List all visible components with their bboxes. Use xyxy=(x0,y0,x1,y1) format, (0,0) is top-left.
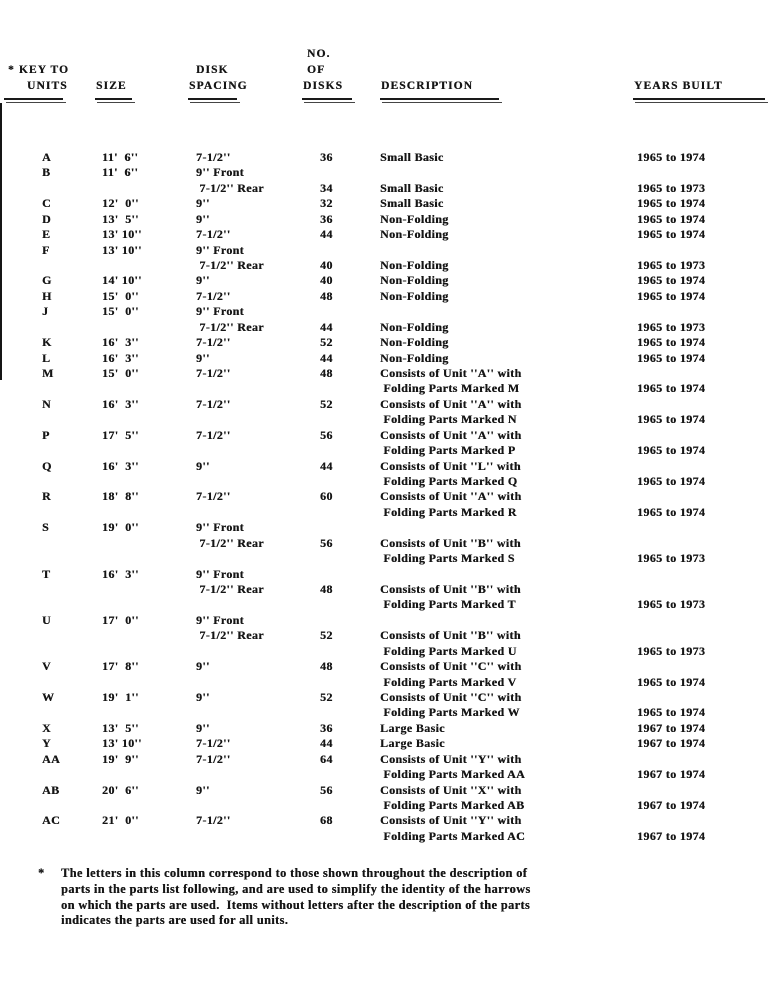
cell-size: 16' 3'' xyxy=(102,335,139,350)
table-row xyxy=(0,165,772,196)
table-row xyxy=(0,613,772,659)
cell-key: C xyxy=(42,196,52,211)
table-row xyxy=(0,304,772,335)
cell-size: 15' 0'' xyxy=(102,304,139,319)
cell-years: 1965 to 1974 xyxy=(637,350,706,365)
cell-key: B xyxy=(42,165,51,180)
cell-spacing: 9'' xyxy=(196,782,210,797)
cell-disks: 48 xyxy=(320,659,333,674)
table-row xyxy=(0,212,772,227)
table-row xyxy=(0,196,772,211)
cell-disks: 48 xyxy=(320,581,333,596)
cell-size: 16' 3'' xyxy=(102,566,139,581)
cell-disks: 36 xyxy=(320,211,333,226)
underline-years-built xyxy=(633,98,765,100)
cell-size: 19' 0'' xyxy=(102,520,139,535)
table-row xyxy=(0,289,772,304)
table-row xyxy=(0,659,772,690)
cell-key: AC xyxy=(42,813,61,828)
cell-years: 1965 to 1974 xyxy=(637,674,706,689)
cell-spacing: 7-1/2'' xyxy=(196,227,231,242)
cell-years: 1965 to 1973 xyxy=(637,551,706,566)
cell-description: Small Basic xyxy=(380,196,444,211)
cell-description: Non-Folding xyxy=(380,335,449,350)
cell-spacing: 9'' Front 7-1/2'' Rear xyxy=(196,242,264,272)
cell-disks: 64 xyxy=(320,751,333,766)
cell-size: 20' 6'' xyxy=(102,782,139,797)
cell-spacing: 9'' xyxy=(196,350,210,365)
cell-spacing: 7-1/2'' xyxy=(196,751,231,766)
cell-size: 18' 8'' xyxy=(102,489,139,504)
cell-description: Consists of Unit ''B'' with Folding Parts Marked T xyxy=(380,581,521,612)
cell-spacing: 9'' Front 7-1/2'' Rear xyxy=(196,612,264,643)
footnote-line: indicates the parts are used for all units. xyxy=(61,913,289,928)
header-disk-spacing-line1: DISK xyxy=(196,64,229,76)
cell-spacing: 9'' xyxy=(196,196,210,211)
cell-years: 1965 to 1974 xyxy=(637,273,706,288)
cell-size: 17' 5'' xyxy=(102,427,139,442)
table-row xyxy=(0,243,772,274)
cell-description: Consists of Unit ''Y'' with Folding Parts Marked AC xyxy=(380,813,526,843)
cell-description: Consists of Unit ''B'' with Folding Parts Marked S xyxy=(380,535,521,566)
cell-spacing: 7-1/2'' xyxy=(196,396,231,411)
cell-key: M xyxy=(42,365,54,380)
cell-years: 1965 to 1974 xyxy=(637,443,706,458)
underline-disk-spacing xyxy=(188,98,237,100)
table-row xyxy=(0,752,772,783)
cell-spacing: 7-1/2'' xyxy=(196,489,231,504)
table-row xyxy=(0,721,772,736)
cell-size: 17' 8'' xyxy=(102,659,139,674)
cell-disks: 52 xyxy=(320,628,333,643)
header-size: SIZE xyxy=(96,80,127,92)
cell-size: 16' 3'' xyxy=(102,350,139,365)
cell-years: 1965 to 1974 xyxy=(637,196,706,211)
cell-description: Consists of Unit ''C'' with Folding Parts Marked V xyxy=(380,659,522,689)
cell-description: Non-Folding xyxy=(380,350,449,365)
cell-key: P xyxy=(42,427,50,442)
footnote-line: The letters in this column correspond to those shown throughout the description of xyxy=(61,866,528,880)
table-row xyxy=(0,783,772,814)
table-row xyxy=(0,690,772,721)
cell-years: 1965 to 1974 xyxy=(637,473,706,488)
cell-spacing: 9'' Front 7-1/2'' Rear xyxy=(196,520,264,550)
cell-spacing: 7-1/2'' xyxy=(196,150,231,164)
cell-years: 1965 to 1974 xyxy=(637,335,706,350)
cell-key: D xyxy=(42,211,52,226)
cell-disks: 44 xyxy=(320,350,333,365)
cell-key: V xyxy=(42,659,52,674)
cell-size: 21' 0'' xyxy=(102,813,139,828)
cell-size: 11' 6'' xyxy=(102,150,139,164)
cell-description: Consists of Unit ''L'' with Folding Parts Marked Q xyxy=(380,458,521,488)
cell-disks: 60 xyxy=(320,489,333,504)
cell-disks: 52 xyxy=(320,396,333,411)
cell-size: 15' 0'' xyxy=(102,365,139,380)
cell-key: F xyxy=(42,242,50,257)
cell-spacing: 9'' xyxy=(196,211,210,226)
cell-key: U xyxy=(42,612,52,627)
cell-size: 19' 1'' xyxy=(102,689,139,704)
cell-key: G xyxy=(42,273,52,288)
cell-description: Consists of Unit ''X'' with Folding Parts Marked AB xyxy=(380,782,525,812)
table-row xyxy=(0,273,772,288)
cell-years: 1967 to 1974 xyxy=(637,797,706,812)
cell-spacing: 9'' xyxy=(196,458,210,473)
cell-disks: 40 xyxy=(320,273,333,288)
cell-years: 1967 to 1974 xyxy=(637,736,706,751)
cell-years: 1965 to 1974 xyxy=(637,227,706,242)
cell-key: N xyxy=(42,396,52,411)
cell-description: Small Basic xyxy=(380,180,444,195)
cell-disks: 36 xyxy=(320,150,333,164)
table-row xyxy=(0,813,772,844)
table-row xyxy=(0,351,772,366)
cell-key: R xyxy=(42,489,52,504)
cell-description: Consists of Unit ''A'' with Folding Parts Marked P xyxy=(380,427,522,458)
cell-key: Q xyxy=(42,458,52,473)
cell-disks: 44 xyxy=(320,227,333,242)
header-no-of-disks-line2: OF xyxy=(307,64,326,76)
header-key-to-line2: UNITS xyxy=(27,80,68,92)
cell-years: 1965 to 1973 xyxy=(637,643,706,658)
units-table-body xyxy=(0,150,772,844)
cell-size: 19' 9'' xyxy=(102,751,139,766)
cell-years: 1967 to 1974 xyxy=(637,828,706,843)
cell-years: 1965 to 1973 xyxy=(637,257,706,272)
cell-years: 1965 to 1974 xyxy=(637,705,706,720)
cell-years: 1965 to 1974 xyxy=(637,381,706,396)
cell-size: 13' 10'' xyxy=(102,736,142,751)
cell-description: Consists of Unit ''Y'' with Folding Parts Marked AA xyxy=(380,751,526,782)
header-disk-spacing-line2: SPACING xyxy=(189,80,248,92)
cell-spacing: 9'' Front 7-1/2'' Rear xyxy=(196,304,264,334)
cell-size: 14' 10'' xyxy=(102,273,142,288)
cell-description: Non-Folding xyxy=(380,227,449,242)
cell-size: 11' 6'' xyxy=(102,165,139,180)
cell-disks: 44 xyxy=(320,319,333,334)
header-years-built: YEARS BUILT xyxy=(634,80,723,92)
cell-description: Non-Folding xyxy=(380,319,449,334)
cell-disks: 68 xyxy=(320,813,333,828)
underline-key-units xyxy=(4,98,63,100)
cell-description: Small Basic xyxy=(380,150,444,164)
footnote-line: parts in the parts list following, and are used to simplify the identity of the harrows xyxy=(61,881,531,896)
cell-key: S xyxy=(42,520,50,535)
cell-size: 13' 5'' xyxy=(102,720,139,735)
header-key-to-line1: * KEY TO xyxy=(8,64,69,76)
cell-size: 13' 5'' xyxy=(102,211,139,226)
table-row xyxy=(0,150,772,165)
table-row xyxy=(0,736,772,751)
cell-spacing: 7-1/2'' xyxy=(196,736,231,751)
cell-key: Y xyxy=(42,736,52,751)
cell-spacing: 9'' xyxy=(196,659,210,674)
cell-size: 16' 3'' xyxy=(102,458,139,473)
header-no-of-disks-line1: NO. xyxy=(307,48,331,60)
underline-no-of-disks xyxy=(302,98,352,100)
cell-years: 1965 to 1974 xyxy=(637,288,706,303)
cell-years: 1965 to 1974 xyxy=(637,211,706,226)
cell-years: 1967 to 1974 xyxy=(637,767,706,782)
cell-key: W xyxy=(42,689,55,704)
cell-description: Non-Folding xyxy=(380,288,449,303)
cell-size: 12' 0'' xyxy=(102,196,139,211)
header-description: DESCRIPTION xyxy=(381,80,473,92)
table-row xyxy=(0,520,772,566)
cell-disks: 44 xyxy=(320,458,333,473)
cell-description: Consists of Unit ''A'' with Folding Parts Marked N xyxy=(380,396,522,427)
cell-size: 13' 10'' xyxy=(102,227,142,242)
cell-key: L xyxy=(42,350,51,365)
cell-years: 1965 to 1973 xyxy=(637,319,706,334)
table-row xyxy=(0,459,772,490)
cell-key: AB xyxy=(42,782,60,797)
cell-spacing: 9'' Front 7-1/2'' Rear xyxy=(196,165,264,195)
cell-size: 16' 3'' xyxy=(102,396,139,411)
underline-description xyxy=(380,98,499,100)
underline-size xyxy=(95,98,132,100)
header-no-of-disks-line3: DISKS xyxy=(303,80,344,92)
cell-spacing: 9'' xyxy=(196,720,210,735)
footnote-asterisk: * xyxy=(38,866,45,880)
cell-disks: 32 xyxy=(320,196,333,211)
cell-years: 1967 to 1974 xyxy=(637,720,706,735)
footnote-line: on which the parts are used. Items without letters after the description of the parts xyxy=(61,897,531,912)
cell-years: 1965 to 1973 xyxy=(637,597,706,612)
cell-disks: 56 xyxy=(320,782,333,797)
cell-key: J xyxy=(42,304,49,319)
cell-spacing: 7-1/2'' xyxy=(196,427,231,442)
cell-description: Non-Folding xyxy=(380,273,449,288)
cell-key: T xyxy=(42,566,51,581)
cell-spacing: 7-1/2'' xyxy=(196,813,231,828)
cell-disks: 48 xyxy=(320,365,333,380)
cell-key: X xyxy=(42,720,52,735)
cell-spacing: 9'' xyxy=(196,689,210,704)
cell-spacing: 9'' Front 7-1/2'' Rear xyxy=(196,566,264,596)
cell-spacing: 7-1/2'' xyxy=(196,365,231,380)
cell-spacing: 9'' xyxy=(196,273,210,288)
cell-description: Consists of Unit ''B'' with Folding Parts Marked U xyxy=(380,628,521,658)
cell-size: 15' 0'' xyxy=(102,288,139,303)
cell-description: Large Basic xyxy=(380,720,445,735)
cell-size: 17' 0'' xyxy=(102,612,139,627)
cell-size: 13' 10'' xyxy=(102,242,142,257)
cell-spacing: 7-1/2'' xyxy=(196,335,231,350)
table-row xyxy=(0,567,772,613)
cell-disks: 52 xyxy=(320,689,333,704)
cell-description: Consists of Unit ''A'' with Folding Parts Marked R xyxy=(380,489,522,519)
cell-disks: 44 xyxy=(320,736,333,751)
cell-spacing: 7-1/2'' xyxy=(196,288,231,303)
table-row xyxy=(0,397,772,428)
cell-disks: 36 xyxy=(320,720,333,735)
cell-years: 1965 to 1973 xyxy=(637,180,706,195)
cell-key: H xyxy=(42,288,52,303)
footnote-text xyxy=(61,866,531,929)
cell-disks: 34 xyxy=(320,180,333,195)
table-row xyxy=(0,227,772,242)
cell-disks: 52 xyxy=(320,335,333,350)
cell-key: K xyxy=(42,335,52,350)
cell-key: A xyxy=(42,150,52,164)
cell-disks: 56 xyxy=(320,427,333,442)
cell-disks: 48 xyxy=(320,288,333,303)
cell-description: Large Basic xyxy=(380,736,445,751)
cell-years: 1965 to 1974 xyxy=(637,504,706,519)
cell-years: 1965 to 1974 xyxy=(637,412,706,427)
cell-description: Non-Folding xyxy=(380,257,449,272)
table-row xyxy=(0,366,772,397)
cell-disks: 56 xyxy=(320,535,333,550)
table-row xyxy=(0,428,772,459)
table-row xyxy=(0,489,772,520)
cell-key: AA xyxy=(42,751,61,766)
table-row xyxy=(0,335,772,350)
cell-disks: 40 xyxy=(320,257,333,272)
cell-description: Consists of Unit ''A'' with Folding Parts Marked M xyxy=(380,365,522,396)
cell-years: 1965 to 1974 xyxy=(637,150,706,164)
cell-key: E xyxy=(42,227,51,242)
cell-description: Non-Folding xyxy=(380,211,449,226)
cell-description: Consists of Unit ''C'' with Folding Parts Marked W xyxy=(380,689,522,720)
